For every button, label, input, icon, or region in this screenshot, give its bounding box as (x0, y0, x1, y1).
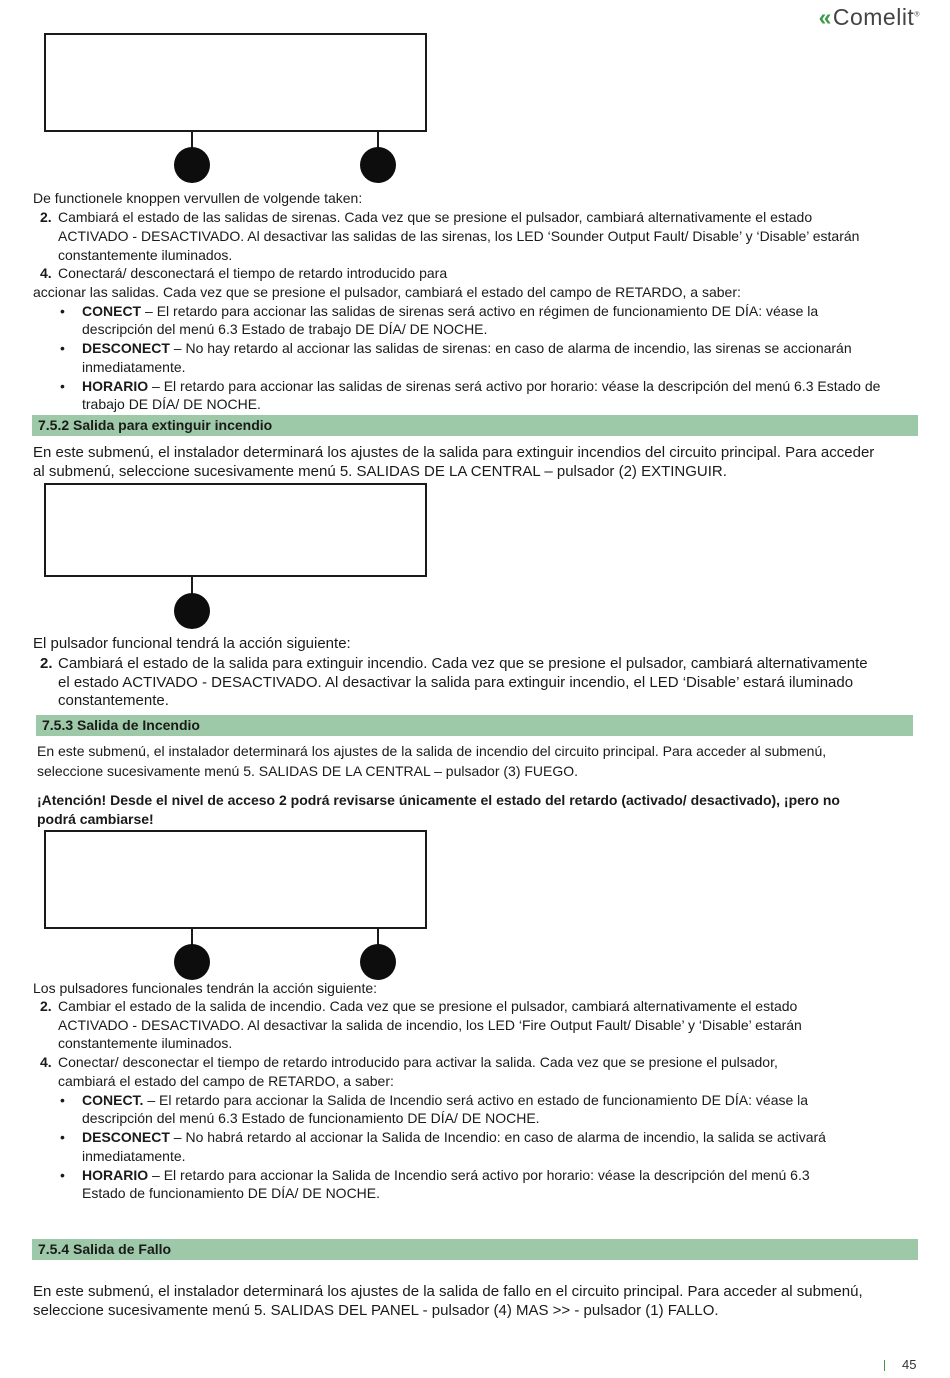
bullet-text: HORARIO – El retardo para accionar las salidas de sirenas será activo por horario: véase la descripción del menú 6.3 Estado de (82, 378, 881, 394)
comelit-logo-text: Comelit (832, 4, 915, 30)
bullet-icon: • (60, 378, 65, 394)
intro-text: De functionele knoppen vervullen de volgende taken: (33, 190, 363, 206)
bullet-text: inmediatamente. (82, 1148, 186, 1164)
item-text: cambiará el estado del campo de RETARDO, a saber: (58, 1073, 394, 1089)
bullet-text: CONECT – El retardo para accionar las salidas de sirenas será activo en régimen de funcionamiento DE DÍA: véase la (82, 303, 819, 319)
warning-text: ¡Atención! Desde el nivel de acceso 2 podrá revisarse únicamente el estado del retardo (activado/ desactivado), ¡pero no (37, 792, 840, 808)
section-heading-7-5-3: 7.5.3 Salida de Incendio (36, 715, 913, 736)
item-text: ACTIVADO - DESACTIVADO. Al desactivar la salida de incendio, los LED ‘Fire Output Fault/ Disable’ y ‘Disable’ estarán (58, 1017, 802, 1033)
item-number: 4. (40, 1054, 52, 1070)
item-text: Cambiar el estado de la salida de incendio. Cada vez que se presione el pulsador, cambiará alternativamente el estado (58, 998, 798, 1014)
page-number-separator (884, 1360, 885, 1371)
section-heading-7-5-2: 7.5.2 Salida para extinguir incendio (32, 415, 918, 436)
item-number: 2. (40, 655, 53, 672)
item-text: Conectará/ desconectará el tiempo de retardo introducido para (58, 265, 448, 281)
bullet-text: Estado de funcionamiento DE DÍA/ DE NOCHE. (82, 1185, 381, 1201)
item-number: 2. (40, 209, 52, 225)
lcd-display-diagram-2 (44, 483, 427, 577)
bullet-text: CONECT. – El retardo para accionar la Salida de Incendio será activo en estado de funcionamiento DE DÍA: véase la (82, 1092, 809, 1108)
bullet-icon: • (60, 1129, 65, 1145)
item-number: 2. (40, 998, 52, 1014)
page-number: 45 (902, 1357, 917, 1372)
item-text: ACTIVADO - DESACTIVADO. Al desactivar las salidas de las sirenas, los LED ‘Sounder Output Fault/ Disable’ y ‘Disable’ estarán (58, 228, 860, 244)
section-heading-7-5-4: 7.5.4 Salida de Fallo (32, 1239, 918, 1260)
item-text: Conectar/ desconectar el tiempo de retardo introducido para activar la salida. Cada vez que se presione el pulsador, (58, 1054, 778, 1070)
paragraph-text: En este submenú, el instalador determinará los ajustes de la salida para extinguir incendios del circuito principal. Para acceder (33, 444, 875, 461)
item-text: accionar las salidas. Cada vez que se presione el pulsador, cambiará el estado del campo de RETARDO, a saber: (33, 284, 741, 300)
registered-mark: ® (914, 11, 920, 19)
item-text: el estado ACTIVADO - DESACTIVADO. Al desactivar la salida para extinguir incendio, el LED ‘Disable’ estará iluminado (58, 674, 854, 691)
paragraph-text: al submenú, seleccione sucesivamente menú 5. SALIDAS DE LA CENTRAL – pulsador (2) EXTINGUIR. (33, 463, 727, 480)
bullet-text: inmediatamente. (82, 359, 186, 375)
intro-text: Los pulsadores funcionales tendrán la acción siguiente: (33, 980, 378, 996)
comelit-logo (819, 4, 920, 31)
paragraph-text: seleccione sucesivamente menú 5. SALIDAS DE LA CENTRAL – pulsador (3) FUEGO. (37, 763, 579, 779)
bullet-icon: • (60, 303, 65, 319)
item-text: constantemente iluminados. (58, 1035, 233, 1051)
lcd-display-diagram-3 (44, 830, 427, 929)
bullet-text: HORARIO – El retardo para accionar la Salida de Incendio será activo por horario: véase la descripción del menú 6.3 (82, 1167, 810, 1183)
item-text: constantemente iluminados. (58, 247, 233, 263)
item-text: Cambiará el estado de las salidas de sirenas. Cada vez que se presione el pulsador, cambiará alternativamente el estado (58, 209, 813, 225)
intro-text: El pulsador funcional tendrá la acción siguiente: (33, 635, 351, 652)
bullet-text: descripción del menú 6.3 Estado de funcionamiento DE DÍA/ DE NOCHE. (82, 1110, 540, 1126)
function-button-2 (174, 944, 210, 980)
item-text: constantemente. (58, 692, 169, 709)
item-number: 4. (40, 265, 52, 281)
paragraph-text: seleccione sucesivamente menú 5. SALIDAS DEL PANEL - pulsador (4) MAS >> - pulsador (1) FALLO. (33, 1302, 719, 1319)
function-button-2 (174, 147, 210, 183)
bullet-icon: • (60, 1092, 65, 1108)
bullet-text: DESCONECT – No habrá retardo al accionar la Salida de Incendio: en caso de alarma de incendio, la salida se activará (82, 1129, 826, 1145)
bullet-text: DESCONECT – No hay retardo al accionar las salidas de sirenas: en caso de alarma de incendio, las sirenas se accionarán (82, 340, 852, 356)
paragraph-text: En este submenú, el instalador determinará los ajustes de la salida de incendio del circuito principal. Para acceder al submenú, (37, 743, 827, 759)
lcd-display-diagram-1 (44, 33, 427, 132)
warning-text: podrá cambiarse! (37, 811, 154, 827)
paragraph-text: En este submenú, el instalador determinará los ajustes de la salida de fallo en el circuito principal. Para acceder al submenú, (33, 1283, 863, 1300)
function-button-4 (360, 944, 396, 980)
bullet-text: descripción del menú 6.3 Estado de trabajo DE DÍA/ DE NOCHE. (82, 321, 488, 337)
bullet-icon: • (60, 1167, 65, 1183)
comelit-logo-mark: « (818, 4, 832, 30)
bullet-icon: • (60, 340, 65, 356)
function-button-4 (360, 147, 396, 183)
item-text: Cambiará el estado de la salida para extinguir incendio. Cada vez que se presione el pulsador, cambiará alternativamente (58, 655, 868, 672)
function-button-2 (174, 593, 210, 629)
bullet-text: trabajo DE DÍA/ DE NOCHE. (82, 396, 261, 412)
